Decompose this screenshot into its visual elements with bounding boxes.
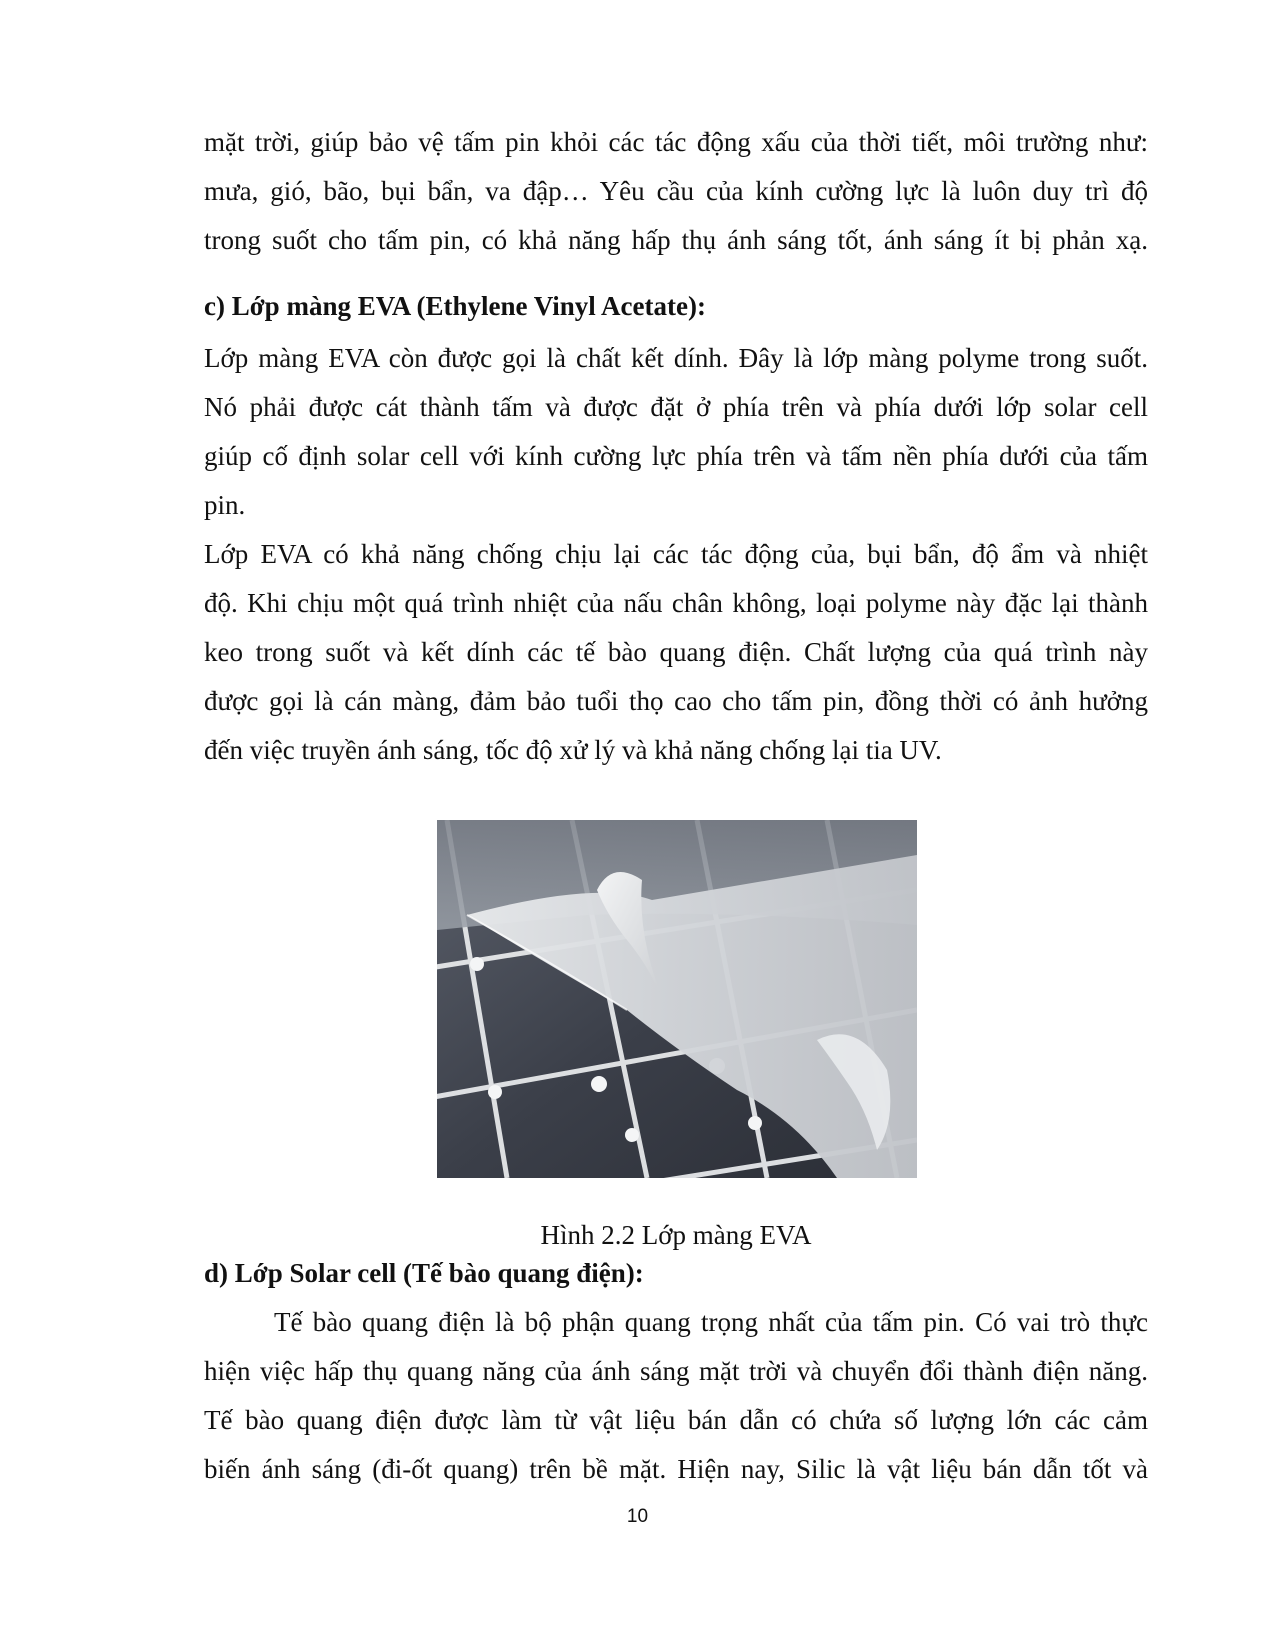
page-number: 10 bbox=[626, 1506, 649, 1527]
text-line: Tế bào quang điện là bộ phận quang trọng nhất của tấm pin. Có vai trò thực bbox=[274, 1307, 1148, 1337]
text-line: mặt trời, giúp bảo vệ tấm pin khỏi các tác động xấu của thời tiết, môi trường như: bbox=[204, 127, 1148, 157]
text-line: biến ánh sáng (đi-ốt quang) trên bề mặt. Hiện nay, Silic là vật liệu bán dẫn tốt và bbox=[204, 1454, 1148, 1484]
text-line: Nó phải được cát thành tấm và được đặt ở phía trên và phía dưới lớp solar cell bbox=[204, 392, 1148, 422]
figure-caption: Hình 2.2 Lớp màng EVA bbox=[540, 1220, 812, 1250]
eva-paragraph-1 bbox=[204, 334, 1148, 530]
text-line: độ. Khi chịu một quá trình nhiệt của nấu chân không, loại polyme này đặc lại thành bbox=[204, 588, 1148, 618]
text-line: hiện việc hấp thụ quang năng của ánh sáng mặt trời và chuyển đổi thành điện năng. bbox=[204, 1356, 1148, 1386]
text-line: Tế bào quang điện được làm từ vật liệu bán dẫn có chứa số lượng lớn các cảm bbox=[204, 1405, 1148, 1435]
section-heading-d: d) Lớp Solar cell (Tế bào quang điện): bbox=[204, 1258, 644, 1288]
text-line: Lớp màng EVA còn được gọi là chất kết dính. Đây là lớp màng polyme trong suốt. bbox=[204, 343, 1148, 373]
text-line: được gọi là cán màng, đảm bảo tuổi thọ cao cho tấm pin, đồng thời có ảnh hưởng bbox=[204, 686, 1148, 716]
text-line: keo trong suốt và kết dính các tế bào quang điện. Chất lượng của quá trình này bbox=[204, 637, 1148, 667]
text-line: Lớp EVA có khả năng chống chịu lại các tác động của, bụi bẩn, độ ẩm và nhiệt bbox=[204, 539, 1148, 569]
intro-paragraph bbox=[204, 118, 1148, 265]
eva-paragraph-2 bbox=[204, 530, 1148, 775]
text-line: giúp cố định solar cell với kính cường lực phía trên và tấm nền phía dưới của tấm bbox=[204, 441, 1148, 471]
eva-film-photo bbox=[437, 820, 917, 1178]
text-line: trong suốt cho tấm pin, có khả năng hấp thụ ánh sáng tốt, ánh sáng ít bị phản xạ. bbox=[204, 225, 1148, 255]
text-line: mưa, gió, bão, bụi bẩn, va đập… Yêu cầu của kính cường lực là luôn duy trì độ bbox=[204, 176, 1148, 206]
solar-cell-paragraph bbox=[204, 1298, 1148, 1494]
text-line: pin. bbox=[204, 490, 246, 520]
section-heading-c: c) Lớp màng EVA (Ethylene Vinyl Acetate): bbox=[204, 291, 706, 321]
text-line: đến việc truyền ánh sáng, tốc độ xử lý và khả năng chống lại tia UV. bbox=[204, 735, 942, 765]
